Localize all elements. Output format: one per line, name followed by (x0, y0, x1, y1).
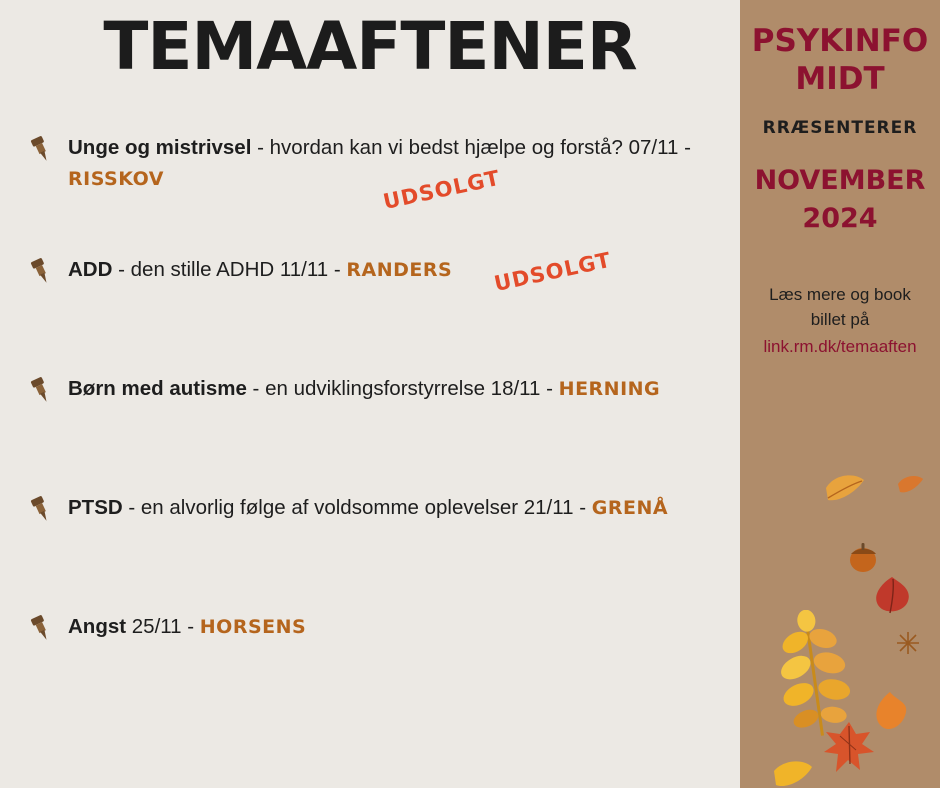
event-description: hvordan kan vi bedst hjælpe og forstå? 07/11 - (269, 136, 691, 159)
event-place: RANDERS (346, 259, 453, 281)
event-dash: - (112, 258, 131, 281)
event-description: en alvorlig følge af voldsomme oplevelser 21/11 - (140, 496, 592, 519)
leaf-icon (820, 720, 878, 781)
date-block (740, 162, 940, 238)
event-title: Angst (68, 615, 127, 638)
list-item[interactable] (0, 373, 740, 433)
pushpin-icon (26, 375, 56, 405)
event-text (68, 373, 720, 405)
event-dash: - (251, 136, 270, 159)
leaf-icon (845, 540, 881, 581)
status-badge: UDSOLGT (492, 247, 614, 296)
booking-line-2: billet på (810, 310, 870, 329)
pushpin-icon (26, 256, 56, 286)
event-description: 25/11 - (131, 615, 200, 638)
list-item[interactable] (0, 611, 740, 671)
list-item[interactable] (0, 132, 740, 214)
month-label: NOVEMBER (754, 165, 926, 196)
brand-title-line1: PSYKINFO (751, 23, 929, 59)
event-description: den stille ADHD 11/11 - (130, 258, 347, 281)
year-label: 2024 (802, 203, 878, 234)
pushpin-icon (26, 613, 56, 643)
event-text (68, 611, 720, 643)
presents-label: RRÆSENTERER (762, 118, 918, 138)
event-place: HERNING (558, 378, 661, 400)
event-text (68, 132, 720, 195)
event-title: Unge og mistrivsel (68, 136, 252, 159)
leaf-icon (870, 575, 914, 622)
status-badge: UDSOLGT (381, 165, 503, 214)
event-text (68, 254, 720, 286)
booking-info (740, 282, 940, 359)
event-title: PTSD (68, 496, 123, 519)
brand-title-line2: MIDT (795, 61, 885, 97)
event-description: - en udviklingsforstyrrelse 18/11 - (246, 377, 559, 400)
page-title: TEMAAFTENER (103, 8, 637, 85)
event-list (0, 132, 740, 730)
sidebar (740, 0, 940, 788)
pushpin-icon (26, 134, 56, 164)
leaf-icon (895, 472, 925, 505)
leaf-icon (770, 755, 816, 788)
event-title: Børn med autisme (68, 377, 247, 400)
pushpin-icon (26, 494, 56, 524)
leaf-icon (820, 470, 868, 517)
event-dash: - (122, 496, 141, 519)
event-title: ADD (68, 258, 113, 281)
leaf-icon (770, 610, 860, 745)
booking-line-1: Læs mere og book (769, 285, 911, 304)
event-place: GRENÅ (591, 497, 669, 519)
event-place: RISSKOV (68, 168, 164, 190)
brand-title (740, 22, 940, 98)
leaf-icon (868, 690, 912, 739)
booking-link[interactable]: link.rm.dk/temaaften (763, 337, 917, 356)
leaf-icon (895, 630, 921, 661)
list-item[interactable] (0, 247, 740, 314)
event-text (68, 492, 720, 524)
list-item[interactable] (0, 492, 740, 552)
event-place: HORSENS (199, 616, 307, 638)
